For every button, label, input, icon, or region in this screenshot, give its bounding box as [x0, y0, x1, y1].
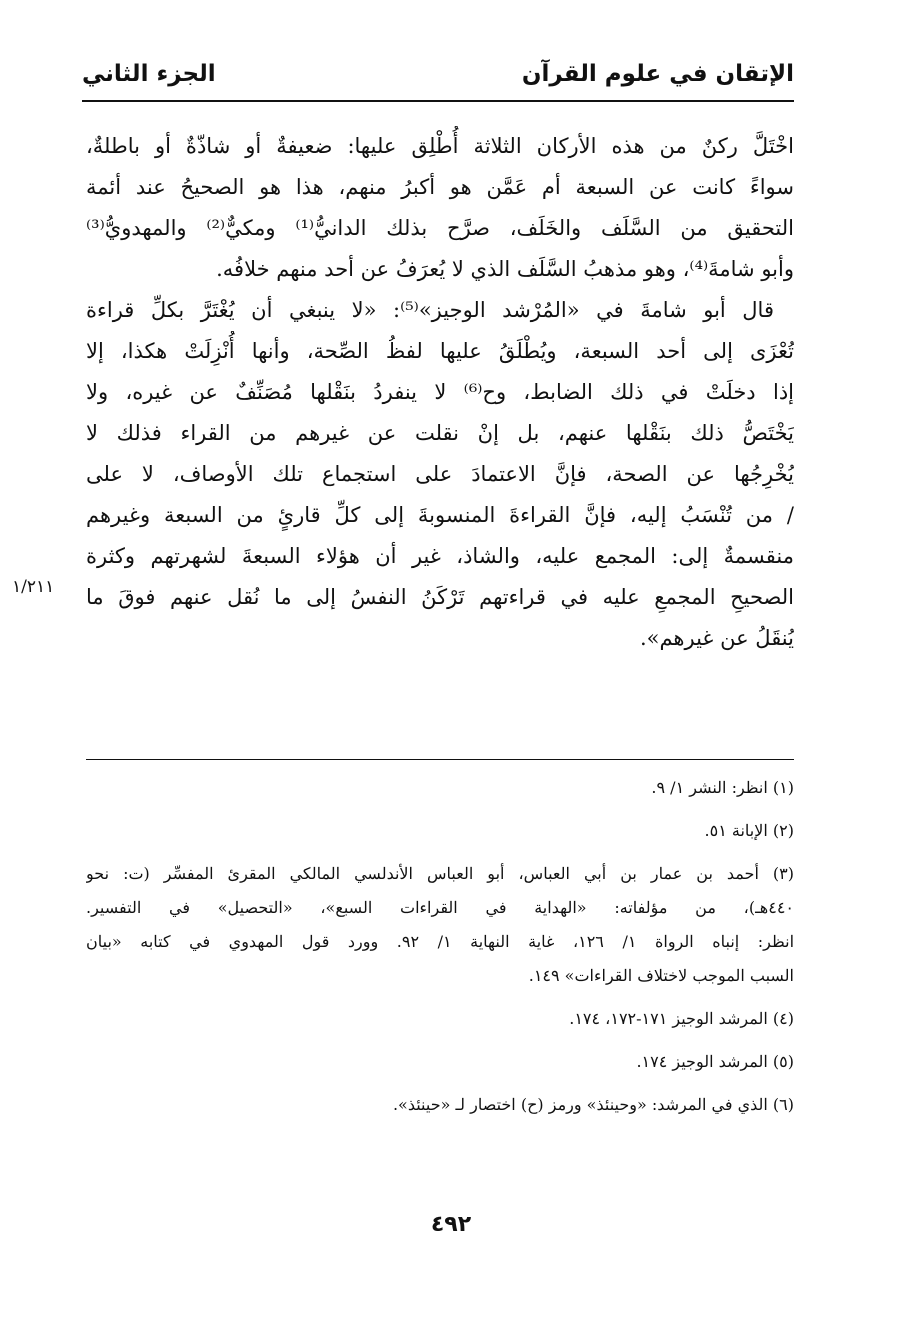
text-line: سواءً كانت عن السبعة أم عَمَّن هو أكبرُ منهم، هذا هو الصحيحُ عند أئمة [86, 175, 794, 199]
main-text [86, 126, 794, 659]
text-line: / من تُنْسَبُ إليه، فإنَّ القراءةَ المنسوبةَ إلى كلِّ قارئٍ من السبعة وغيرهم [86, 503, 794, 527]
footnote-5: (٥) المرشد الوجيز ١٧٤. [636, 1052, 794, 1071]
text-line: التحقيق من السَّلَف والخَلَف، صرَّح بذلك الدانيُّ⁽¹⁾ ومكيٌّ⁽²⁾ والمهدويُّ⁽³⁾ [86, 216, 794, 240]
text-line: تُعْزَى إلى أحد السبعة، ويُطْلَقُ عليها لفظُ الصِّحة، وأنها أُنْزِلَتْ هكذا، إلا [86, 339, 794, 363]
header-divider [82, 100, 794, 102]
text-line: يُنقَلُ عن غيرهم». [639, 626, 794, 650]
text-line: إذا دخلَتْ في ذلك الضابط، وح⁽⁶⁾ لا ينفردُ بنَقْلها مُصَنِّفٌ عن غيره، ولا [86, 380, 794, 404]
footnote-4: (٤) المرشد الوجيز ١٧١-١٧٢، ١٧٤. [569, 1009, 794, 1028]
footnote-3-line: (٣) أحمد بن عمار بن أبي العباس، أبو العباس الأندلسي المالكي المقرئ المفسِّر (ت: نحو [86, 864, 794, 883]
text-line: اخْتَلَّ ركنٌ من هذه الأركان الثلاثة أُطْلِق عليها: ضعيفةٌ أو شاذّةٌ أو باطلةٌ، [86, 134, 794, 158]
footnote-6: (٦) الذي في المرشد: «وحينئذ» ورمز (ح) اختصار لـ «حينئذ». [392, 1095, 794, 1114]
text-line: يَخْتَصُّ ذلك بنَقْلها عنهم، بل إنْ نقلت عن غيرهم من القراء فذلك لا [86, 421, 794, 445]
page-number: ٤٩٢ [430, 1212, 472, 1237]
text-line: وأبو شامةَ⁽⁴⁾، وهو مذهبُ السَّلَف الذي لا يُعرَفُ عن أحد منهم خلافُه. [216, 257, 794, 281]
running-header [82, 52, 794, 96]
volume-label: الجزء الثاني [82, 61, 216, 87]
text-line: الصحيحِ المجمعِ عليه في قراءتهم تَرْكَنُ النفسُ إلى ما نُقل عنهم فوقَ ما [86, 585, 794, 609]
footnote-3-line: ٤٤٠هـ)، من مؤلفاته: «الهداية في القراءات السبع»، «التحصيل» في التفسير. [86, 898, 794, 917]
footnote-3-line: انظر: إنباه الرواة ١/ ١٢٦، غاية النهاية ١/ ٩٢. وورد قول المهدوي في كتابه «بيان [86, 932, 794, 951]
book-title: الإتقان في علوم القرآن [521, 61, 794, 87]
footnote-divider [86, 759, 794, 760]
footnote-1: (١) انظر: النشر ١/ ٩. [651, 778, 794, 797]
text-line: قال أبو شامةَ في «المُرْشد الوجيز»⁽⁵⁾: «لا ينبغي أن يُغْتَرَّ بكلِّ قراءة [86, 298, 774, 322]
margin-reference: ١/٢١١ [12, 577, 55, 597]
text-line: منقسمةٌ إلى: المجمع عليه، والشاذ، غير أن هؤلاء السبعةَ لشهرتهم وكثرة [86, 544, 794, 568]
footnotes [86, 772, 794, 1120]
footnote-3-line: السبب الموجب لاختلاف القراءات» ١٤٩. [528, 966, 794, 985]
text-line: يُخْرِجُها عن الصحة، فإنَّ الاعتمادَ على استجماع تلك الأوصاف، لا على [86, 462, 794, 486]
footnote-2: (٢) الإبانة ٥١. [704, 821, 794, 840]
